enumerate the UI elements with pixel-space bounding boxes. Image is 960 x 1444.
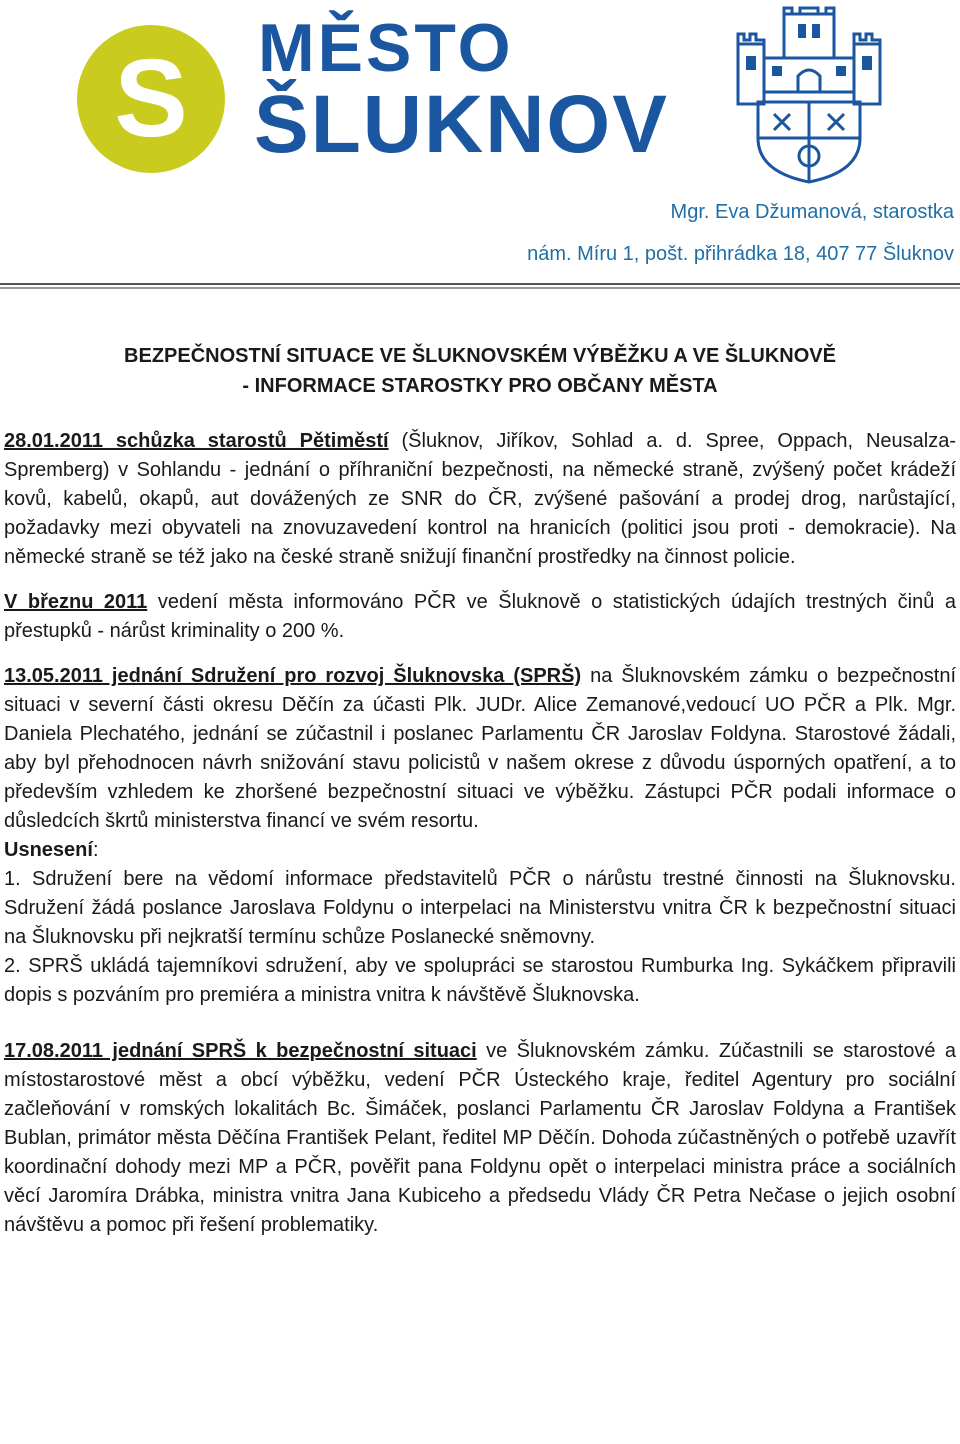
coat-of-arms-icon [728,6,890,186]
resolution-label [4,836,956,865]
letterhead [0,0,960,265]
logo-city-name: ŠLUKNOV [254,79,669,170]
resolution-colon: : [92,839,99,861]
paragraph-2011-08-17 [4,1037,956,1240]
resolution-item-2: 2. SPRŠ ukládá tajemníkovi sdružení, aby ve spolupráci se starostou Rumburka Ing. Sykáčkem připravili dopis s pozváním pro premiéra a ministra vnitra k návštěvě Šluknovska. [4,955,956,1006]
paragraph-2011-05-13 [4,662,956,836]
document-body [4,427,956,1240]
paragraph-text: ve Šluknovském zámku. Zúčastnili se starostové a místostarostové měst a obcí výběžku, vedení PČR Ústeckého kraje, ředitel Agentury pro sociální začleňování v romských lokalitách Bc. Šimáček, poslanci Parlamentu ČR Jaroslav Foldyna a František Bublan, primátor města Děčína František Pelant, ředitel MP Děčín. Dohoda zúčastněných o potřebě uzavřít koordinační dohody mezi MP a PČR, pověřit pana Foldynu opět o interpelaci ministra práce a sociálních věcí Jaromíra Drábka, ministra vnitra Jana Kubiceho a předsedu Vlády ČR Petra Nečase o jejich osobní návštěvu a pomoc při řešení problematiky. [4,1040,957,1236]
date: 28.01.2011 [4,430,103,452]
resolution-item-1: 1. Sdružení bere na vědomí informace představitelů PČR o nárůstu trestné činnosti na Šluknovsku. Sdružení žádá poslance Jaroslava Foldynu o interpelaci na Ministerstvu vnitra ČR k bezpečnostní situaci na Šluknovsku při nejkratší termínu schůze Poslanecké sněmovny. [4,868,956,948]
date: V březnu 2011 [4,591,148,613]
header-divider-secondary [0,287,960,289]
city-logo-s-icon [76,24,226,174]
section-heading: schůzka starostů Pětiměstí [103,430,389,452]
title-line-2: - INFORMACE STAROSTKY PRO OBČANY MĚSTA [242,375,718,397]
page-title [0,341,960,401]
logo-word: MĚSTO [258,10,514,86]
mayor-name: Mgr. Eva Džumanová, starostka [670,201,954,223]
title-line-1: BEZPEČNOSTNÍ SITUACE VE ŠLUKNOVSKÉM VÝBĚŽKU A VE ŠLUKNOVĚ [124,345,836,367]
date: 17.08.2011 [4,1040,103,1062]
logo-letter: S [114,37,188,160]
resolution-heading: Usnesení [4,839,93,861]
header-divider [0,283,960,285]
paragraph-text: na Šluknovském zámku o bezpečnostní situaci v severní části okresu Děčín za účasti Plk. JUDr. Alice Zemanové,vedoucí UO PČR a Plk. Mgr. Daniela Plechatého, jednání se zúčastnil i poslanec Parlamentu ČR Jaroslav Foldyna. Starostové žádali, aby byl přehodnocen návrh snižování stavu policistů v našem okrese z důvodu úsporných opatření, a to především vzhledem ke zhoršené bezpečnostní situaci ve výběžku. Zástupci PČR podali informace o důsledcích škrtů ministerstva financí ve svém resortu. [4,665,956,832]
section-heading: jednání SPRŠ k bezpečnostní situaci [103,1040,477,1062]
paragraph-text: vedení města informováno PČR ve Šluknově o statistických údajích trestných činů a přestupků - nárůst kriminality o 200 %. [4,591,956,642]
date: 13.05.2011 [4,665,103,687]
paragraph-2011-03 [4,588,956,646]
paragraph-text: (Šluknov, Jiříkov, Sohlad a. d. Spree, Oppach, Neusalza-Spremberg) v Sohlandu - jednání o příhraniční bezpečnosti, na německé straně, zvýšený počet krádeží kovů, kabelů, okapů, aut dovážených ze SNR do ČR, zvýšené pašování a prodej drog, narůstající, požadavky mezi obyvateli na znovuzavedení kontrol na hranicích (politici jsou proti - demokracie). Na německé straně se též jako na české straně snižují finanční prostředky na činnost policie. [4,430,956,568]
mayor-address: nám. Míru 1, pošt. přihrádka 18, 407 77 Šluknov [527,243,954,265]
section-heading: jednání Sdružení pro rozvoj Šluknovska (SPRŠ) [103,665,582,687]
paragraph-2011-01-28 [4,427,956,572]
